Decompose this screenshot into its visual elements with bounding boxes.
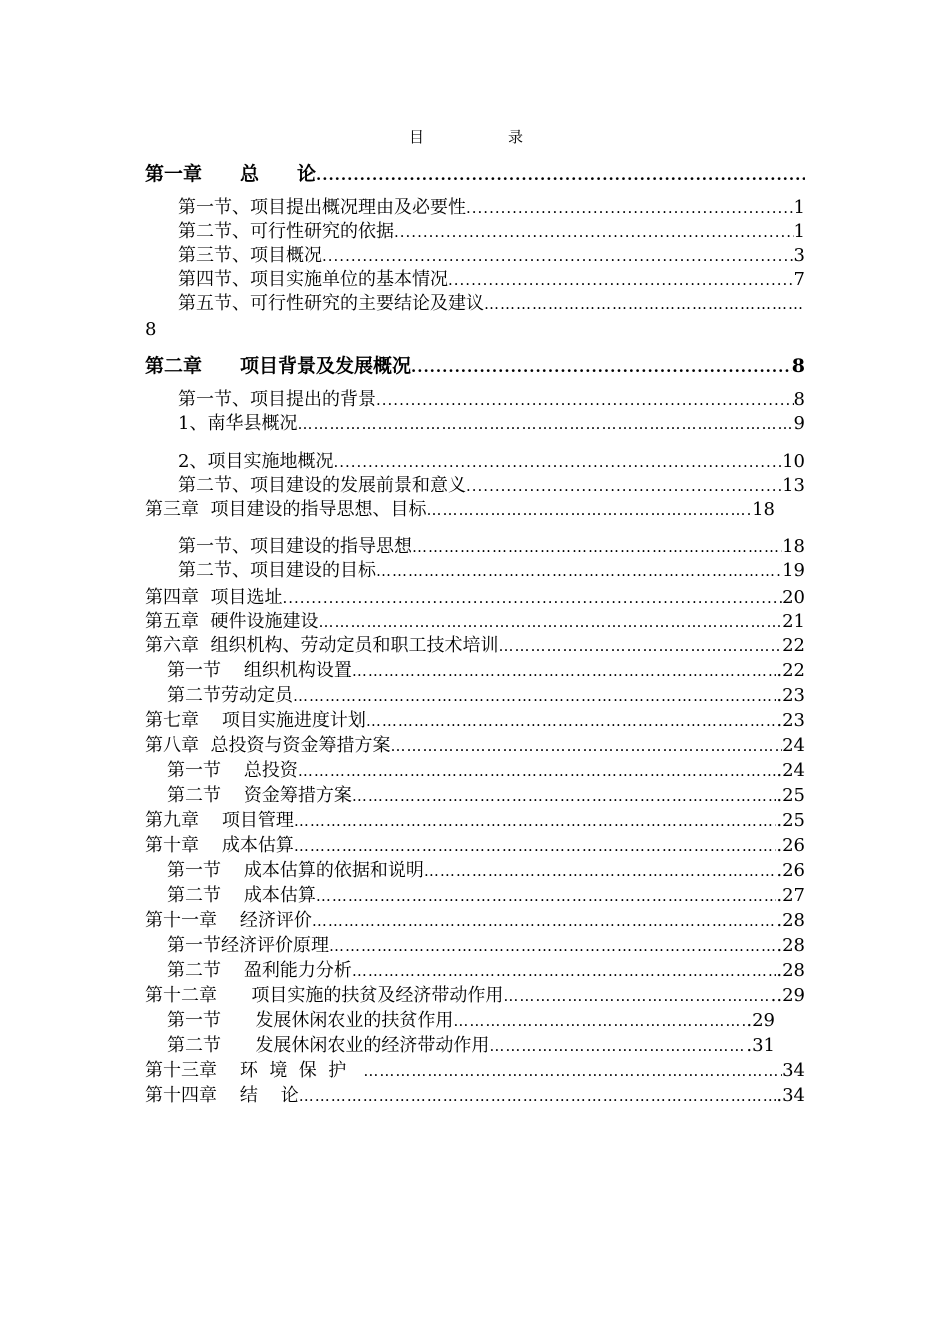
toc-leader-dots	[293, 684, 776, 708]
toc-leader-dots	[298, 759, 776, 783]
toc-page-number: .27	[776, 885, 805, 906]
toc-entry-title: 第二节、项目建设的发展前景和意义	[178, 475, 466, 496]
toc-leader-dots	[390, 734, 782, 758]
toc-leader-dots	[489, 1034, 746, 1058]
toc-leader-dots	[352, 959, 776, 983]
toc-entry[interactable]	[178, 196, 805, 220]
toc-leader-dots	[426, 498, 752, 522]
toc-entry[interactable]	[167, 859, 805, 883]
toc-entry[interactable]	[167, 659, 805, 683]
toc-entry-title: 第十二章 项目实施的扶贫及经济带动作用	[145, 985, 504, 1006]
toc-entry-title: 第六章 组织机构、劳动定员和职工技术培训	[145, 635, 499, 656]
toc-entry-title: 第一节 组织机构设置	[167, 660, 352, 681]
toc-entry-title: 第三节、项目概况	[178, 245, 322, 266]
toc-entry[interactable]	[178, 450, 805, 474]
toc-page-number: .23	[776, 710, 805, 731]
toc-entry-title: 第二节 盈利能力分析	[167, 960, 352, 981]
toc-entry[interactable]	[178, 535, 805, 559]
toc-leader-dots	[453, 1009, 746, 1033]
toc-entry[interactable]	[178, 559, 805, 583]
toc-entry[interactable]	[145, 354, 805, 378]
toc-entry[interactable]	[145, 709, 805, 733]
toc-leader-dots	[376, 559, 782, 583]
toc-leader-dots	[282, 586, 782, 610]
toc-entry-title: 第二节、项目建设的目标	[178, 560, 376, 581]
toc-leader-dots	[297, 412, 793, 436]
toc-leader-dots	[318, 610, 782, 634]
toc-leader-dots	[299, 1084, 777, 1108]
toc-leader-dots	[316, 884, 776, 908]
toc-entry-title: 第五章 硬件设施建设	[145, 611, 319, 632]
toc-leader-dots	[294, 809, 776, 833]
toc-page-number: 1	[793, 197, 805, 218]
toc-leader-dots	[448, 268, 794, 292]
toc-entry[interactable]	[145, 610, 805, 634]
toc-page-number: 3	[793, 245, 805, 266]
toc-page-number: 13	[782, 475, 805, 496]
toc-entry[interactable]	[167, 1009, 775, 1033]
toc-page-number: .31	[746, 1035, 775, 1056]
toc-entry-title: 第三章 项目建设的指导思想、目标	[145, 499, 427, 520]
toc-leader-dots	[466, 196, 794, 220]
toc-entry[interactable]	[167, 684, 805, 708]
toc-page-number: .28	[776, 960, 805, 981]
toc-leader-dots	[312, 909, 776, 933]
toc-entry[interactable]	[167, 1034, 775, 1058]
toc-entry-title: 第二节 成本估算	[167, 885, 316, 906]
toc-entry-title: 第十章 成本估算	[145, 835, 294, 856]
toc-leader-dots	[329, 934, 776, 958]
toc-entry[interactable]	[178, 268, 805, 292]
toc-leader-dots	[503, 984, 770, 1008]
toc-entry[interactable]	[145, 909, 805, 933]
toc-page-number: 9	[793, 413, 805, 434]
toc-entry[interactable]	[145, 809, 805, 833]
toc-entry-title: 第四节、项目实施单位的基本情况	[178, 269, 448, 290]
toc-leader-dots	[363, 1059, 782, 1083]
toc-entry-title: 第五节、可行性研究的主要结论及建议	[178, 293, 484, 314]
toc-entry-title: 第二章 项目背景及发展概况	[145, 355, 412, 377]
toc-page-number: .24	[776, 760, 805, 781]
toc-leader-dots	[333, 450, 782, 474]
toc-page-number: 18	[782, 536, 805, 557]
toc-leader-dots	[322, 244, 794, 268]
wrapped-page-number: 8	[145, 319, 157, 340]
toc-leader-dots	[366, 709, 776, 733]
toc-page-number: 18	[752, 499, 775, 520]
toc-entry-title: 第四章 项目选址	[145, 587, 283, 608]
toc-entry[interactable]	[178, 220, 805, 244]
toc-entry-title: 第十四章 结 论	[145, 1085, 299, 1106]
toc-entry[interactable]	[145, 162, 805, 186]
toc-entry[interactable]	[145, 1059, 805, 1083]
toc-entry-title: 第十一章 经济评价	[145, 910, 312, 931]
toc-entry[interactable]	[167, 759, 805, 783]
toc-entry-title: 第一节、项目提出概况理由及必要性	[178, 197, 466, 218]
toc-entry[interactable]	[178, 412, 805, 436]
toc-entry[interactable]	[167, 784, 805, 808]
toc-leader-dots	[376, 388, 794, 412]
toc-entry-title: 第二节、可行性研究的依据	[178, 221, 394, 242]
toc-page-number: 8	[793, 389, 805, 410]
toc-entry-title: 第一节、项目建设的指导思想	[178, 536, 412, 557]
toc-page-number: .23	[776, 685, 805, 706]
toc-page-number: .34	[776, 1085, 805, 1106]
toc-leader-dots	[394, 220, 794, 244]
toc-entry[interactable]	[145, 634, 805, 658]
toc-page-number: 7	[793, 269, 805, 290]
toc-entry[interactable]	[178, 292, 805, 316]
toc-entry-title: 第二节 资金筹措方案	[167, 785, 352, 806]
toc-page-number: .25	[776, 785, 805, 806]
toc-leader-dots	[294, 834, 776, 858]
toc-entry-title: 第七章 项目实施进度计划	[145, 710, 366, 731]
toc-title: 目 录	[408, 128, 541, 146]
toc-page-number: .29	[746, 1010, 775, 1031]
toc-page-number: .28	[776, 910, 805, 931]
toc-page-number: .26	[776, 835, 805, 856]
toc-page-number: 34	[782, 1060, 805, 1081]
toc-entry-title: 第一节经济评价原理	[167, 935, 329, 956]
toc-entry[interactable]	[145, 586, 805, 610]
toc-leader-dots	[484, 292, 805, 316]
toc-leader-dots	[498, 634, 782, 658]
toc-page-number: .26	[776, 860, 805, 881]
toc-page-number: 21	[782, 611, 805, 632]
toc-leader-dots	[466, 474, 782, 498]
toc-entry-title: 第八章 总投资与资金筹措方案	[145, 735, 391, 756]
toc-entry-title: 第一节 成本估算的依据和说明	[167, 860, 424, 881]
toc-entry[interactable]	[145, 1084, 805, 1108]
toc-entry[interactable]	[178, 474, 805, 498]
toc-entry[interactable]	[145, 734, 805, 758]
toc-entry-title: 第九章 项目管理	[145, 810, 294, 831]
toc-leader-dots	[411, 355, 792, 379]
toc-page-number: 20	[782, 587, 805, 608]
toc-page-number: 22	[782, 635, 805, 656]
toc-entry-title: 第二节劳动定员	[167, 685, 293, 706]
toc-entry-title: 2、项目实施地概况	[178, 451, 334, 472]
toc-entry-title: 第二节 发展休闲农业的经济带动作用	[167, 1035, 490, 1056]
toc-page-number: 8	[791, 355, 805, 377]
toc-entry[interactable]	[145, 834, 805, 858]
toc-leader-dots	[424, 859, 776, 883]
toc-entry[interactable]	[145, 498, 775, 522]
toc-leader-dots	[412, 535, 782, 559]
toc-page-number: ..29	[770, 985, 805, 1006]
toc-entry-title: 1、南华县概况	[178, 413, 298, 434]
toc-entry[interactable]	[167, 959, 805, 983]
toc-page-number: .28	[776, 935, 805, 956]
toc-entry-title: 第一节、项目提出的背景	[178, 389, 376, 410]
toc-entry-title: 第一节 发展休闲农业的扶贫作用	[167, 1010, 454, 1031]
toc-entry-title: 第一章 总 论	[145, 163, 317, 185]
toc-page-number: .25	[776, 810, 805, 831]
toc-entry[interactable]	[178, 244, 805, 268]
toc-page-number: 24	[782, 735, 805, 756]
toc-leader-dots	[352, 784, 776, 808]
toc-page-number: .22	[776, 660, 805, 681]
toc-entry[interactable]	[167, 884, 805, 908]
toc-page-number: 19	[782, 560, 805, 581]
toc-entry[interactable]	[167, 934, 805, 958]
toc-page-number: 1	[793, 221, 805, 242]
toc-leader-dots	[352, 659, 776, 683]
toc-entry-title: 第十三章 环 境 保 护	[145, 1060, 364, 1081]
toc-entry-title: 第一节 总投资	[167, 760, 298, 781]
toc-page-number: 10	[782, 451, 805, 472]
toc-entry[interactable]	[178, 388, 805, 412]
toc-leader-dots	[316, 163, 805, 187]
toc-entry[interactable]	[145, 984, 805, 1008]
